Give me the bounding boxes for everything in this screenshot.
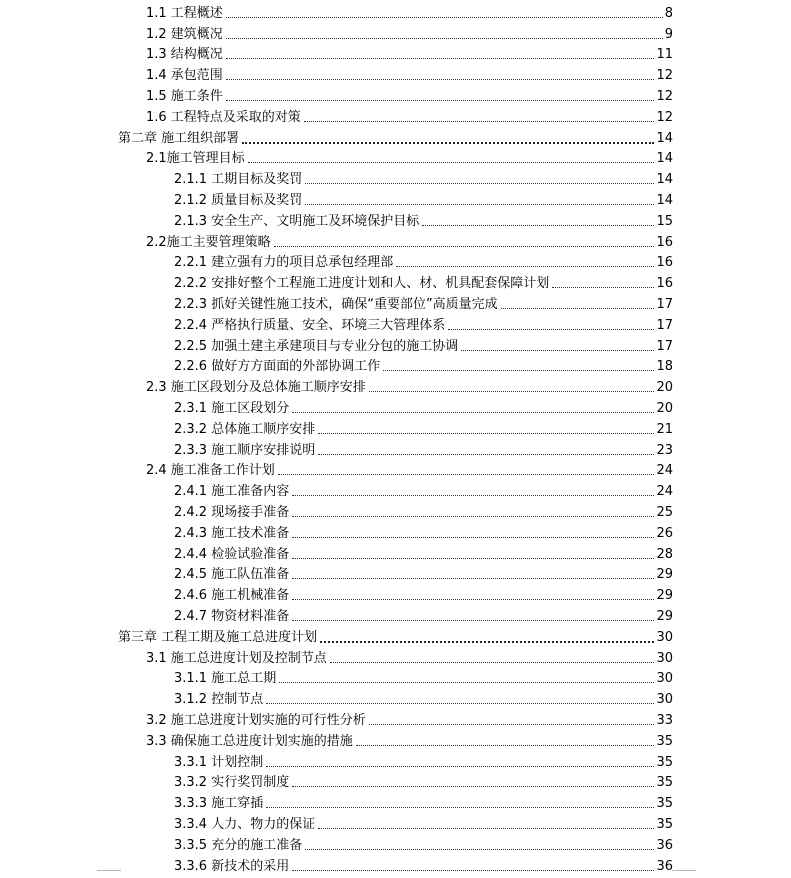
toc-page-number: 33 xyxy=(656,712,673,728)
toc-dot-leader xyxy=(305,182,654,184)
toc-page-number: 14 xyxy=(656,172,673,188)
toc-entry-label: 3.2 施工总进度计划实施的可行性分析 xyxy=(146,712,366,728)
toc-entry-label: 第二章 施工组织部署 xyxy=(118,130,240,146)
toc-page-number: 30 xyxy=(656,671,673,687)
toc-subsection-entry[interactable] xyxy=(174,437,673,458)
toc-entry-label: 2.1.2 质量目标及奖罚 xyxy=(174,192,303,208)
toc-entry-label: 3.1 施工总进度计划及控制节点 xyxy=(146,650,327,666)
toc-dot-leader xyxy=(226,16,663,18)
toc-dot-leader xyxy=(274,245,655,247)
toc-dot-leader xyxy=(226,37,663,39)
toc-dot-leader xyxy=(448,328,654,330)
toc-section-entry[interactable] xyxy=(146,458,673,479)
toc-section-entry[interactable] xyxy=(146,229,673,250)
toc-page-number: 8 xyxy=(664,5,673,21)
toc-page-number: 25 xyxy=(656,504,673,520)
toc-entry-label: 2.2.6 做好方方面面的外部协调工作 xyxy=(174,359,381,375)
toc-entry-label: 2.2.5 加强土建主承建项目与专业分包的施工协调 xyxy=(174,338,459,354)
toc-dot-leader xyxy=(369,723,655,725)
toc-page-number: 20 xyxy=(656,400,673,416)
toc-entry-label: 3.3.2 实行奖罚制度 xyxy=(174,775,290,791)
toc-page-number: 36 xyxy=(656,858,673,874)
toc-dot-leader xyxy=(279,681,654,683)
toc-entry-label: 2.4.3 施工技术准备 xyxy=(174,525,290,541)
toc-entry-label: 3.3.4 人力、物力的保证 xyxy=(174,816,316,832)
toc-subsection-entry[interactable] xyxy=(174,666,673,687)
toc-entry-label: 2.1.3 安全生产、文明施工及环境保护目标 xyxy=(174,213,420,229)
toc-subsection-entry[interactable] xyxy=(174,312,673,333)
toc-dot-leader xyxy=(292,598,654,600)
toc-dot-leader xyxy=(292,557,654,559)
toc-page-number: 30 xyxy=(656,692,673,708)
toc-page-number: 21 xyxy=(656,421,673,437)
toc-section-entry[interactable] xyxy=(146,707,673,728)
toc-dot-leader xyxy=(292,515,654,517)
toc-subsection-entry[interactable] xyxy=(174,416,673,437)
toc-section-entry[interactable] xyxy=(146,42,673,63)
toc-page-number: 18 xyxy=(656,359,673,375)
toc-entry-label: 1.2 建筑概况 xyxy=(146,26,223,42)
toc-subsection-entry[interactable] xyxy=(174,541,673,562)
toc-dot-leader xyxy=(248,161,655,163)
toc-dot-leader xyxy=(396,265,654,267)
toc-dot-leader xyxy=(292,411,654,413)
toc-entry-label: 3.3.6 新技术的采用 xyxy=(174,858,290,874)
toc-entry-label: 1.4 承包范围 xyxy=(146,68,223,84)
toc-entry-label: 1.1 工程概述 xyxy=(146,5,223,21)
toc-dot-leader xyxy=(552,286,654,288)
toc-page-number: 17 xyxy=(656,317,673,333)
toc-page-number: 20 xyxy=(656,380,673,396)
toc-entry-label: 2.1施工管理目标 xyxy=(146,151,245,167)
toc-dot-leader xyxy=(501,307,655,309)
toc-page-number: 14 xyxy=(656,130,673,146)
toc-page-number: 11 xyxy=(656,47,673,63)
toc-page-number: 24 xyxy=(656,484,673,500)
toc-dot-leader xyxy=(226,78,655,80)
toc-dot-leader xyxy=(330,661,655,663)
toc-dot-leader xyxy=(305,203,654,205)
toc-section-entry[interactable] xyxy=(146,0,673,21)
toc-entry-label: 2.4.7 物资材料准备 xyxy=(174,608,290,624)
toc-entry-label: 2.4.4 检验试验准备 xyxy=(174,546,290,562)
toc-entry-label: 第三章 工程工期及施工总进度计划 xyxy=(118,629,318,645)
toc-section-entry[interactable] xyxy=(146,21,673,42)
toc-entry-label: 2.2.4 严格执行质量、安全、环境三大管理体系 xyxy=(174,317,446,333)
toc-entry-label: 2.4.1 施工准备内容 xyxy=(174,484,290,500)
toc-subsection-entry[interactable] xyxy=(174,208,673,229)
toc-page-number: 35 xyxy=(656,816,673,832)
toc-page-number: 35 xyxy=(656,775,673,791)
toc-entry-label: 2.4 施工准备工作计划 xyxy=(146,463,275,479)
toc-page-number: 29 xyxy=(656,608,673,624)
toc-page-number: 23 xyxy=(656,442,673,458)
toc-subsection-entry[interactable] xyxy=(174,832,673,853)
toc-dot-leader xyxy=(318,453,654,455)
toc-subsection-entry[interactable] xyxy=(174,333,673,354)
toc-section-entry[interactable] xyxy=(146,645,673,666)
toc-section-entry[interactable] xyxy=(146,83,673,104)
toc-dot-leader xyxy=(304,120,655,122)
toc-entry-label: 3.1.1 施工总工期 xyxy=(174,671,277,687)
toc-subsection-entry[interactable] xyxy=(174,686,673,707)
toc-dot-leader xyxy=(318,432,654,434)
toc-page-number: 30 xyxy=(656,650,673,666)
toc-chapter-entry[interactable] xyxy=(118,624,673,645)
toc-subsection-entry[interactable] xyxy=(174,166,673,187)
toc-dot-leader xyxy=(422,224,654,226)
toc-dot-leader xyxy=(292,619,654,621)
toc-dot-leader xyxy=(292,494,654,496)
toc-page-number: 35 xyxy=(656,754,673,770)
toc-subsection-entry[interactable] xyxy=(174,291,673,312)
toc-entry-label: 2.4.2 现场接手准备 xyxy=(174,504,290,520)
toc-subsection-entry[interactable] xyxy=(174,354,673,375)
toc-dot-leader xyxy=(242,141,654,144)
toc-dot-leader xyxy=(383,369,654,371)
toc-dot-leader xyxy=(461,349,654,351)
toc-subsection-entry[interactable] xyxy=(174,270,673,291)
toc-subsection-entry[interactable] xyxy=(174,853,673,874)
toc-dot-leader xyxy=(292,536,654,538)
toc-section-entry[interactable] xyxy=(146,62,673,83)
toc-entry-label: 1.3 结构概况 xyxy=(146,47,223,63)
toc-page-number: 17 xyxy=(656,296,673,312)
toc-entry-label: 2.3.2 总体施工顺序安排 xyxy=(174,421,316,437)
toc-dot-leader xyxy=(266,765,654,767)
toc-page-number: 16 xyxy=(656,255,673,271)
toc-entry-label: 2.4.5 施工队伍准备 xyxy=(174,567,290,583)
toc-page-number: 28 xyxy=(656,546,673,562)
toc-dot-leader xyxy=(320,640,654,643)
toc-subsection-entry[interactable] xyxy=(174,187,673,208)
toc-section-entry[interactable] xyxy=(146,374,673,395)
toc-entry-label: 1.6 工程特点及采取的对策 xyxy=(146,109,301,125)
toc-page-number: 24 xyxy=(656,463,673,479)
toc-dot-leader xyxy=(278,473,655,475)
toc-dot-leader xyxy=(292,577,654,579)
toc-dot-leader xyxy=(266,806,654,808)
toc-page-number: 29 xyxy=(656,567,673,583)
toc-page-number: 26 xyxy=(656,525,673,541)
toc-entry-label: 3.3 确保施工总进度计划实施的措施 xyxy=(146,733,353,749)
toc-entry-label: 3.3.5 充分的施工准备 xyxy=(174,837,303,853)
toc-entry-label: 2.2.2 安排好整个工程施工进度计划和人、材、机具配套保障计划 xyxy=(174,276,550,292)
toc-subsection-entry[interactable] xyxy=(174,749,673,770)
toc-subsection-entry[interactable] xyxy=(174,395,673,416)
toc-dot-leader xyxy=(318,827,654,829)
toc-section-entry[interactable] xyxy=(146,728,673,749)
toc-page-number: 15 xyxy=(656,213,673,229)
toc-entry-label: 2.3 施工区段划分及总体施工顺序安排 xyxy=(146,380,366,396)
toc-entry-label: 2.4.6 施工机械准备 xyxy=(174,588,290,604)
toc-section-entry[interactable] xyxy=(146,146,673,167)
toc-entry-label: 2.2.1 建立强有力的项目总承包经理部 xyxy=(174,255,394,271)
toc-chapter-entry[interactable] xyxy=(118,125,673,146)
toc-subsection-entry[interactable] xyxy=(174,562,673,583)
toc-subsection-entry[interactable] xyxy=(174,520,673,541)
toc-entry-label: 2.2施工主要管理策略 xyxy=(146,234,271,250)
toc-dot-leader xyxy=(356,744,655,746)
toc-page-number: 35 xyxy=(656,796,673,812)
toc-entry-label: 2.3.1 施工区段划分 xyxy=(174,400,290,416)
toc-subsection-entry[interactable] xyxy=(174,811,673,832)
toc-dot-leader xyxy=(292,785,654,787)
toc-page-number: 29 xyxy=(656,588,673,604)
toc-entry-label: 3.3.3 施工穿插 xyxy=(174,796,264,812)
toc-dot-leader xyxy=(305,848,654,850)
toc-dot-leader xyxy=(266,702,654,704)
toc-page-number: 17 xyxy=(656,338,673,354)
toc-subsection-entry[interactable] xyxy=(174,499,673,520)
toc-dot-leader xyxy=(369,390,655,392)
toc-entry-label: 3.1.2 控制节点 xyxy=(174,692,264,708)
toc-page-number: 16 xyxy=(656,234,673,250)
toc-section-entry[interactable] xyxy=(146,104,673,125)
toc-page-number: 14 xyxy=(656,192,673,208)
toc-page-number: 16 xyxy=(656,276,673,292)
toc-subsection-entry[interactable] xyxy=(174,603,673,624)
toc-page-number: 12 xyxy=(656,88,673,104)
toc-page-number: 12 xyxy=(656,109,673,125)
toc-entry-label: 3.3.1 计划控制 xyxy=(174,754,264,770)
toc-subsection-entry[interactable] xyxy=(174,770,673,791)
toc-entry-label: 1.5 施工条件 xyxy=(146,88,223,104)
toc-page-number: 12 xyxy=(656,68,673,84)
toc-dot-leader xyxy=(226,99,655,101)
toc-subsection-entry[interactable] xyxy=(174,582,673,603)
toc-page-number: 14 xyxy=(656,151,673,167)
toc-entry-label: 2.1.1 工期目标及奖罚 xyxy=(174,172,303,188)
toc-subsection-entry[interactable] xyxy=(174,478,673,499)
toc-page-number: 30 xyxy=(656,629,673,645)
toc-subsection-entry[interactable] xyxy=(174,790,673,811)
toc-page-number: 35 xyxy=(656,733,673,749)
toc-page-number: 36 xyxy=(656,837,673,853)
toc-entry-label: 2.3.3 施工顺序安排说明 xyxy=(174,442,316,458)
toc-subsection-entry[interactable] xyxy=(174,250,673,271)
toc-page-number: 9 xyxy=(664,26,673,42)
toc-dot-leader xyxy=(226,57,655,59)
toc-entry-label: 2.2.3 抓好关键性施工技术，确保“重要部位”高质量完成 xyxy=(174,296,498,312)
toc-dot-leader xyxy=(292,869,654,871)
